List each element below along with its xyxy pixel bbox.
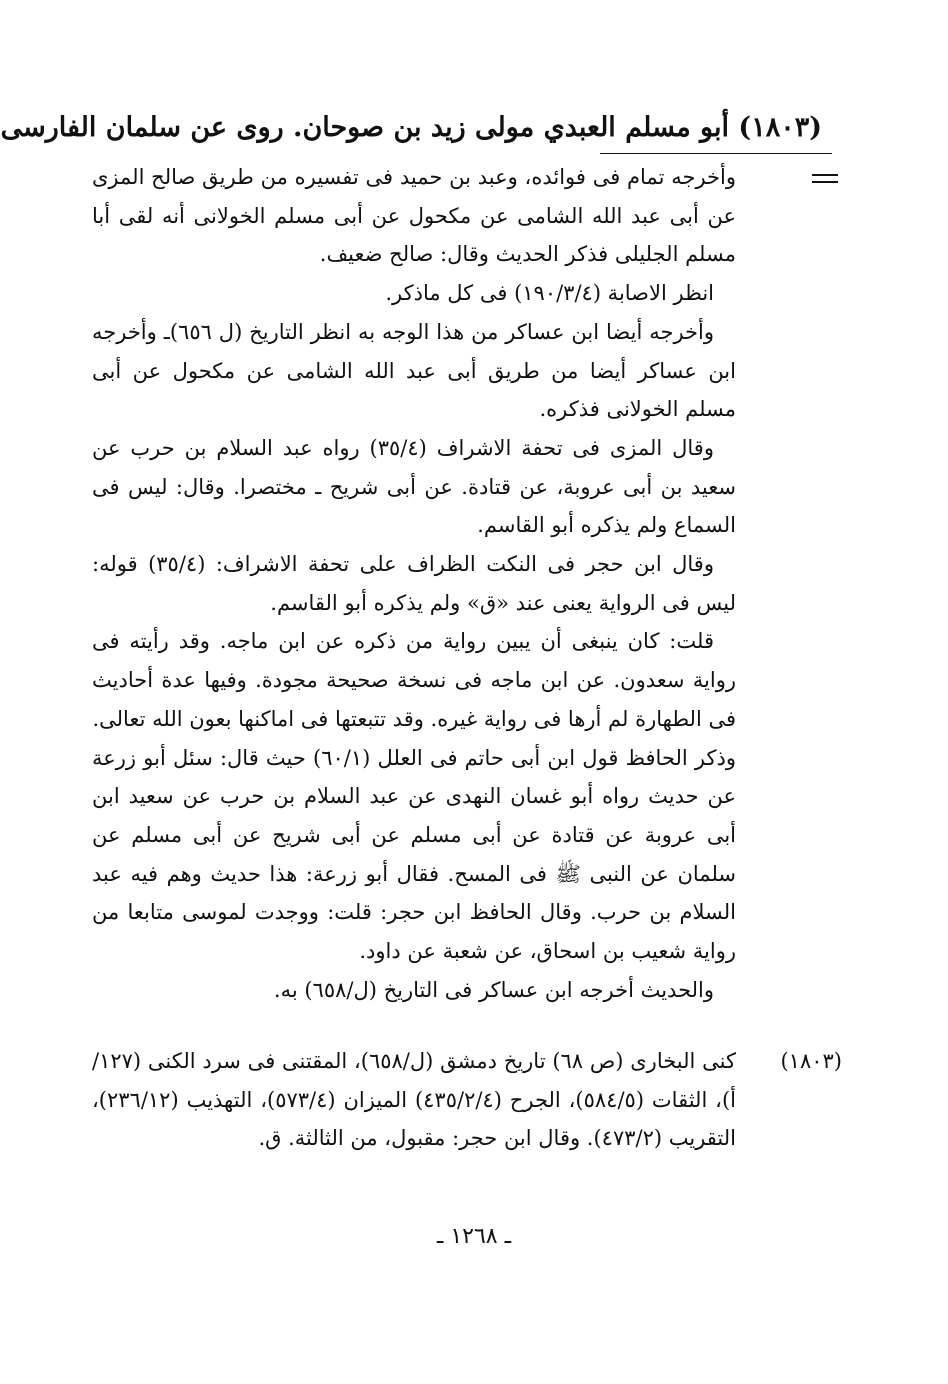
footnote (92, 1042, 842, 1158)
paragraph: وقال ابن حجر فى النكت الظراف على تحفة الاشراف: (٣٥/٤) قوله: ليس فى الرواية يعنى عند «ق» ولم يذكره أبو القاسم. (92, 552, 736, 615)
entry-heading: (١٨٠٣) أبو مسلم العبدي مولى زيد بن صوحان. روى عن سلمان الفارسى (0, 112, 822, 143)
commentary-text (92, 158, 736, 1009)
paragraph: وأخرجه أيضا ابن عساكر من هذا الوجه به انظر التاريخ (ل ٦٥٦)ـ وأخرجه ابن عساكر أيضا من طريق أبى عبد الله الشامى عن مكحول عن أبى مسلم الخولانى فذكره. (92, 319, 736, 422)
footnote-number: (١٨٠٣) (780, 1049, 842, 1073)
footnote-text: كنى البخارى (ص ٦٨) تاريخ دمشق (ل/٦٥٨)، المقتنى فى سرد الكنى (١٢٧/أ)، الثقات (٥٨٤/٥)، الجرح (٤٣٥/٢/٤) الميزان (٥٧٣/٤)، التهذيب (٢٣٦/١٢)، التقريب (٤٧٣/٢). وقال ابن حجر: مقبول، من الثالثة. ق. (92, 1049, 736, 1151)
paragraph: والحديث أخرجه ابن عساكر فى التاريخ (ل/٦٥٨) به. (273, 977, 714, 1002)
paragraph: قلت: كان ينبغى أن يبين رواية من ذكره عن ابن ماجه. وقد رأيته فى رواية سعدون. عن ابن ماجه فى نسخة صحيحة مجودة. وفيها عدة أحاديث فى الطهارة لم أرها فى رواية غيره. وقد تتبعتها فى اماكنها بعون الله تعالى. (92, 629, 736, 731)
paragraph: وذكر الحافظ قول ابن أبى حاتم فى العلل (٦٠/١) حيث قال: سئل أبو زرعة عن حديث رواه أبو غسان النهدى عن عبد السلام بن حرب عن سعيد ابن أبى عروبة عن قتادة عن أبى مسلم عن أبى شريح عن أبى مسلم عن سلمان عن النبى ﷺ فى المسح. فقال أبو زرعة: هذا حديث وهم فيه عبد السلام بن حرب. وقال الحافظ ابن حجر: قلت: ووجدت لموسى متابعا من رواية شعيب بن اسحاق، عن شعبة عن داود. (92, 745, 736, 964)
heading-underline (600, 153, 832, 154)
continuation-mark (812, 174, 838, 183)
paragraph: وقال المزى فى تحفة الاشراف (٣٥/٤) رواه عبد السلام بن حرب عن سعيد بن أبى عروبة، عن قتادة. عن أبى شريح ـ مختصرا. وقال: ليس فى السماع ولم يذكره أبو القاسم. (92, 435, 736, 538)
paragraph: وأخرجه تمام فى فوائده، وعبد بن حميد فى تفسيره من طريق صالح المزى عن أبى عبد الله الشامى عن مكحول عن أبى مسلم الخولانى أنه لقى أبا مسلم الجليلى فذكر الحديث وقال: صالح ضعيف. (92, 165, 736, 267)
paragraph: انظر الاصابة (١٩٠/٣/٤) فى كل ماذكر. (385, 281, 714, 306)
page-number: ـ ١٢٦٨ ـ (436, 1224, 512, 1249)
